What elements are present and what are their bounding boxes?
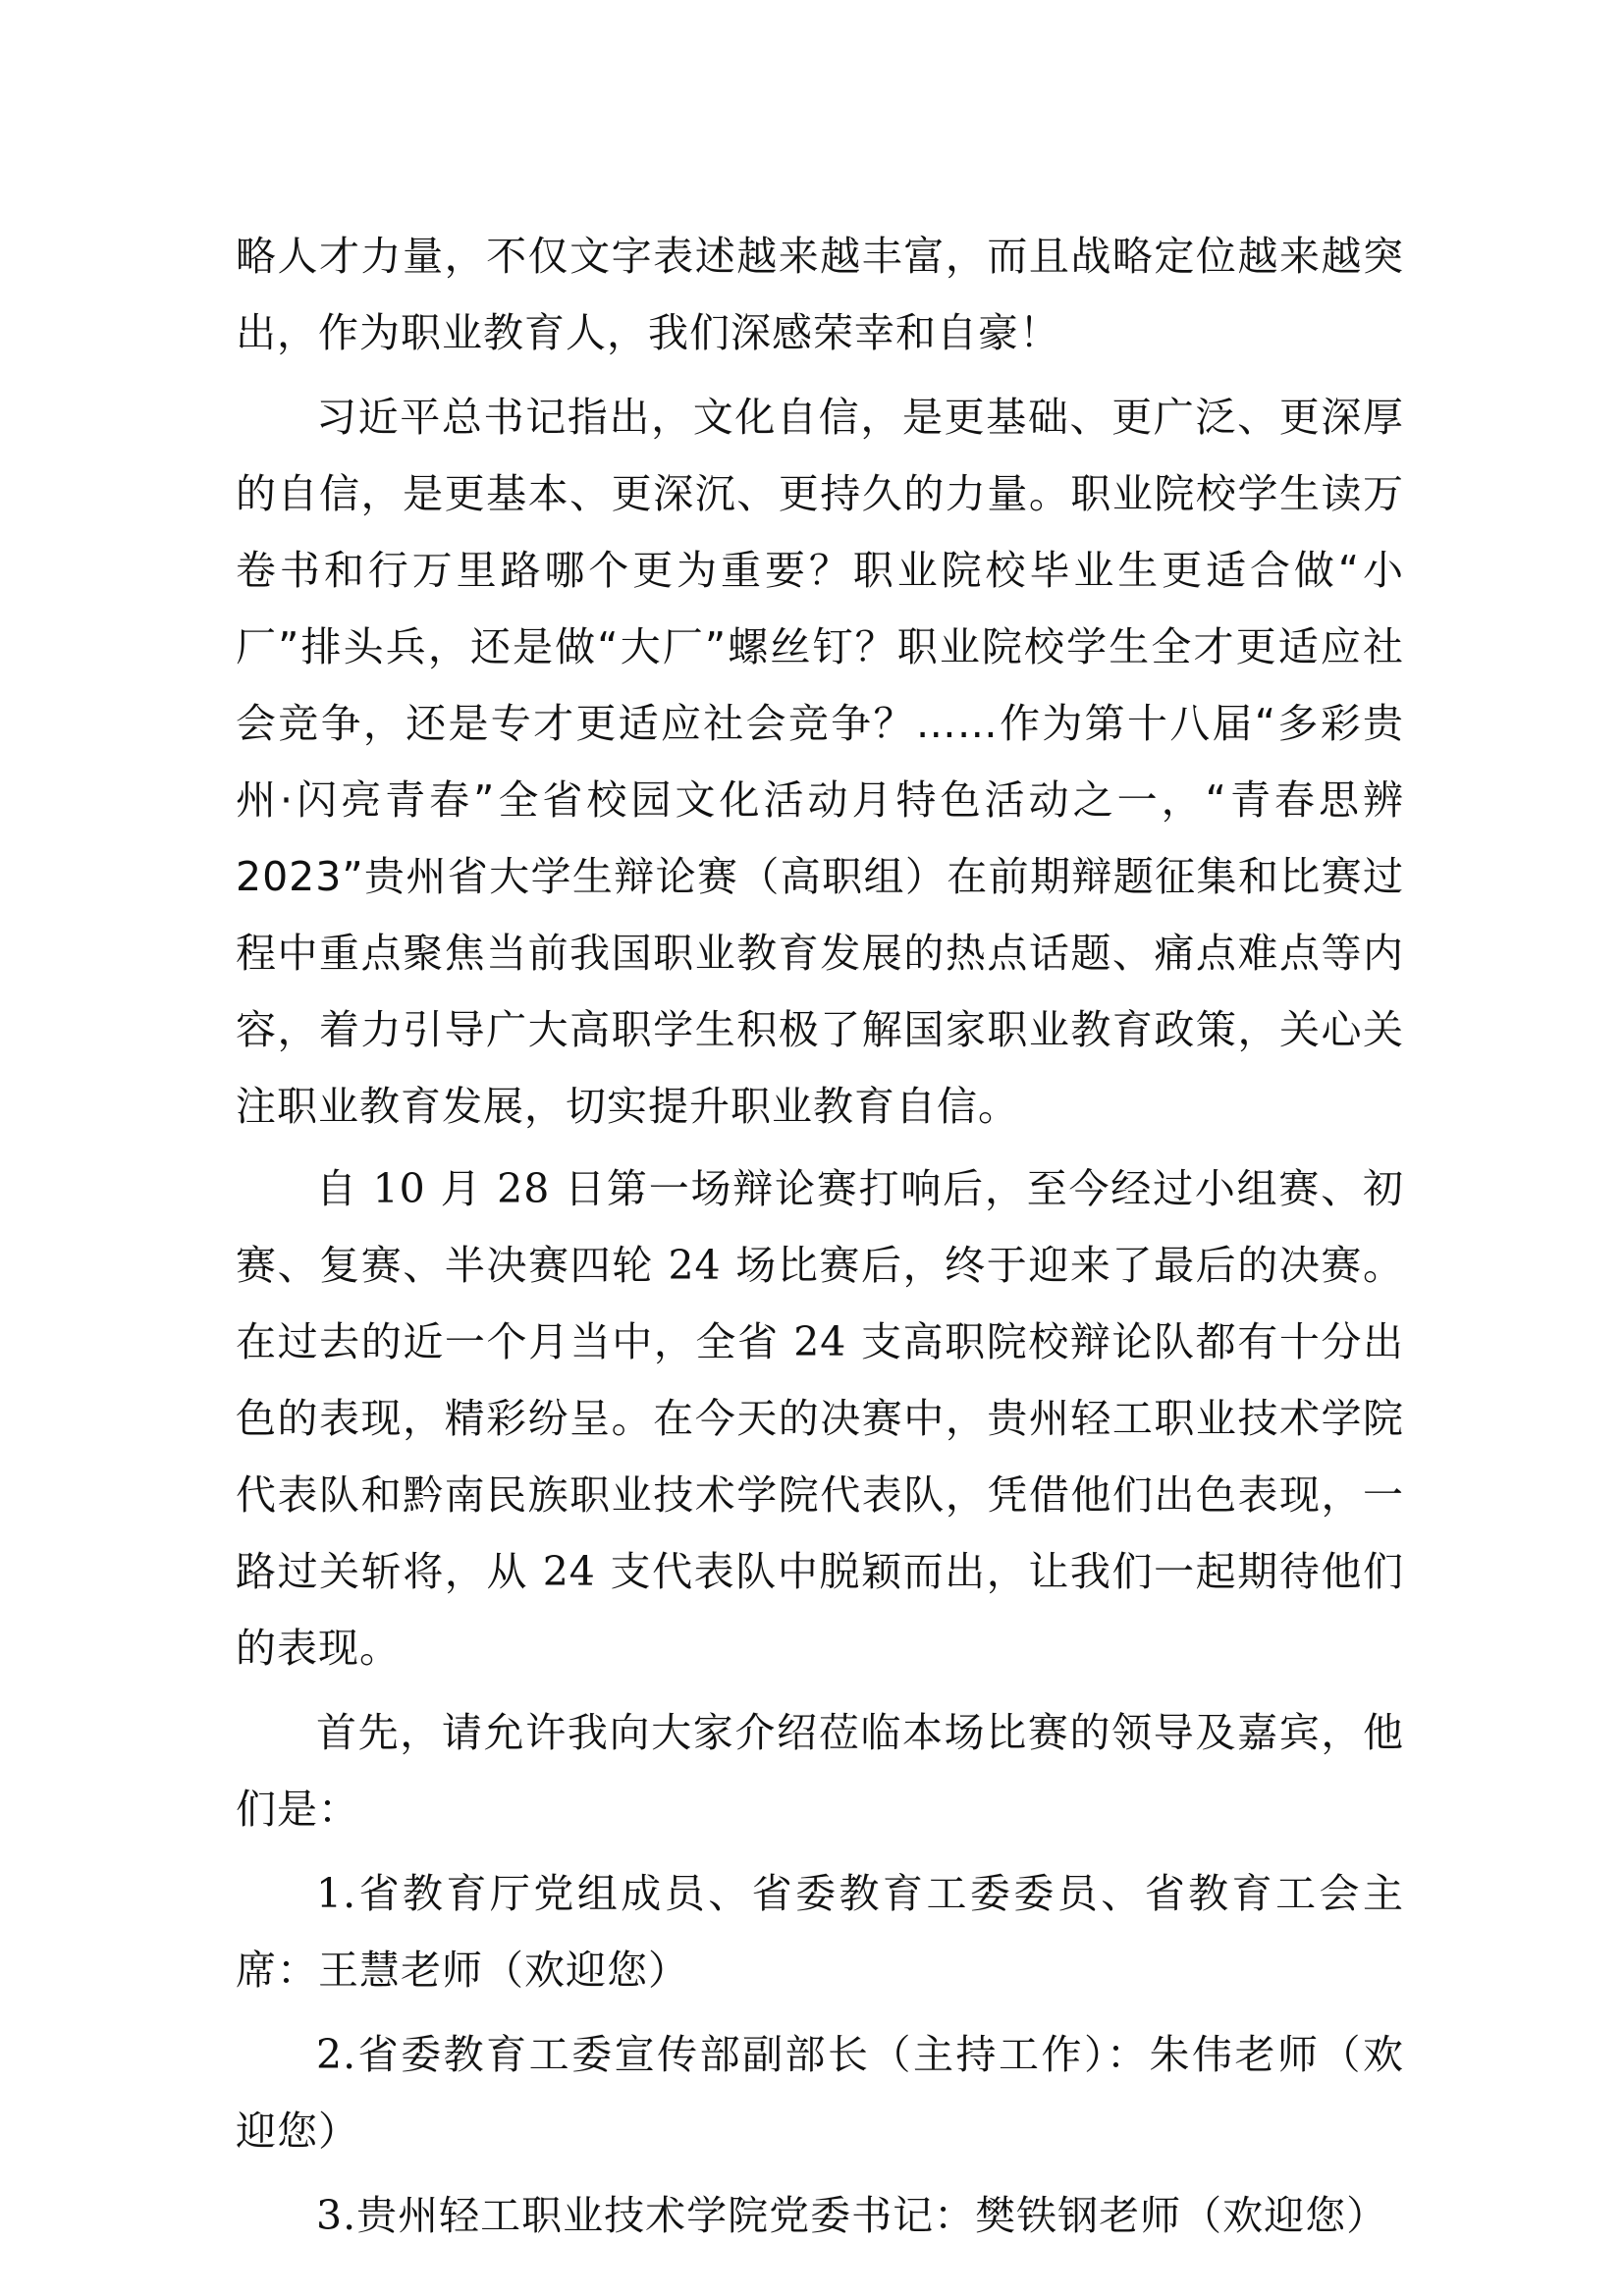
guest-1-name: 王慧老师（欢迎您） — [318, 1947, 689, 1994]
conjunction-text: 和 — [360, 1471, 404, 1519]
guest-3-title: 3.贵州轻工职业技术学院党委书记： — [316, 2192, 976, 2239]
finalist-team-b: 黔南民族职业技术学院 — [403, 1471, 821, 1519]
paragraph-guest-intro: 首先，请允许我向大家介绍莅临本场比赛的领导及嘉宾，他们是： — [236, 1709, 1404, 1833]
guest-item-3 — [236, 2177, 1404, 2254]
guest-item-1 — [236, 1855, 1404, 2008]
guest-item-2 — [236, 2016, 1404, 2169]
finalist-team-a: 贵州轻工职业技术学院代表队 — [236, 1395, 1405, 1519]
competition-intro-text: 自 10 月 28 日第一场辩论赛打响后，至今经过小组赛、初赛、复赛、半决赛四轮 24 场比赛后，终于迎来了最后的决赛。在过去的近一个月当中，全省 24 支高职院校辩论队都有十分出色的表现，精彩纷呈。在今天的决赛中， — [236, 1165, 1404, 1442]
guest-2-title: 2.省委教育工委宣传部副部长（主持工作）： — [316, 2031, 1150, 2078]
paragraph-competition-intro — [236, 1150, 1404, 1686]
guest-1-title: 1.省教育厅党组成员、省委教育工委委员、省教育工会主席： — [236, 1870, 1404, 1994]
competition-outro-text: 代表队，凭借他们出色表现，一路过关斩将，从 24 支代表队中脱颖而出，让我们一起期待他们的表现。 — [236, 1471, 1405, 1672]
paragraph-opening-continuation: 略人才力量，不仅文字表述越来越丰富，而且战略定位越来越突出，作为职业教育人，我们深感荣幸和自豪！ — [236, 233, 1404, 356]
paragraph-cultural-confidence: 习近平总书记指出，文化自信，是更基础、更广泛、更深厚的自信，是更基本、更深沉、更持久的力量。职业院校学生读万卷书和行万里路哪个更为重要？职业院校毕业生更适合做“小厂”排头兵，还是做“大厂”螺丝钉？职业院校学生全才更适应社会竞争，还是专才更适应社会竞争？……作为第十八届“多彩贵州·闪亮青春”全省校园文化活动月特色活动之一，“青春思辨2023”贵州省大学生辩论赛（高职组）在前期辩题征集和比赛过程中重点聚焦当前我国职业教育发展的热点话题、痛点难点等内容，着力引导广大高职学生积极了解国家职业教育政策，关心关注职业教育发展，切实提升职业教育自信。 — [236, 394, 1404, 1130]
guest-2-name: 朱伟老师（欢迎您） — [236, 2031, 1405, 2155]
guest-3-name: 樊铁钢老师（欢迎您） — [975, 2192, 1388, 2239]
document-body — [236, 218, 1404, 2254]
